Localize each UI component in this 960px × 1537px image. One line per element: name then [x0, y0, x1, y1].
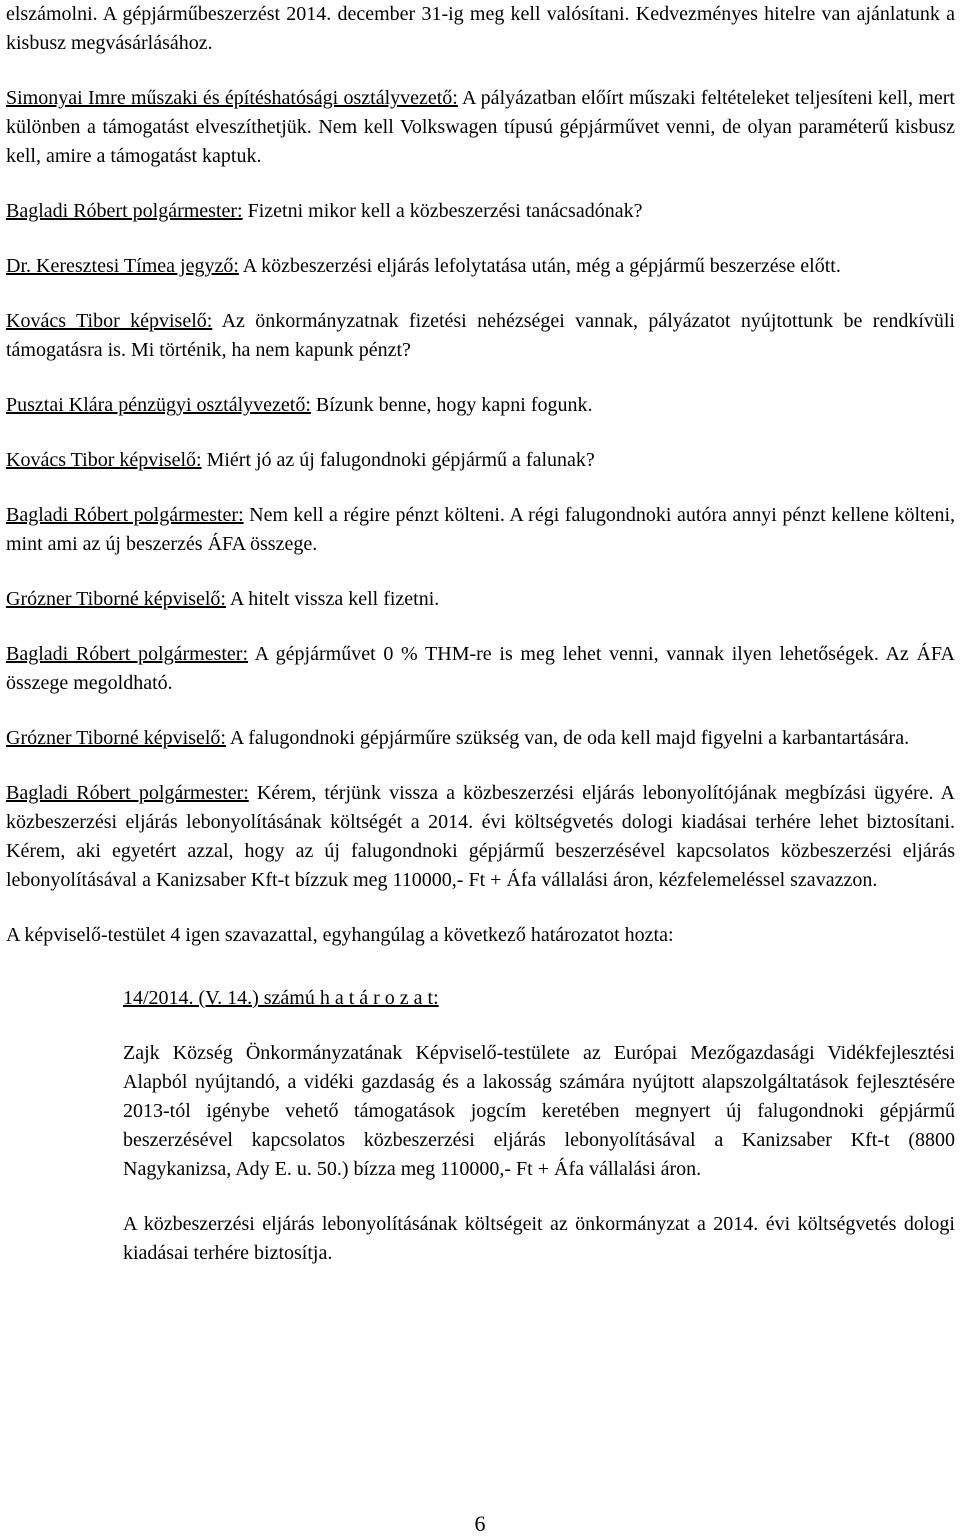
speaker-label: Bagladi Róbert polgármester: [6, 504, 244, 526]
speaker-label: Kovács Tibor képviselő: [6, 310, 213, 332]
document-page [6, 0, 955, 1268]
statement-text: Kérem, térjünk vissza a közbeszerzési eljárás lebonyolítójának megbízási ügyére. A közbeszerzési eljárás lebonyolításának költségét a 2014. évi költségvetés dologi kiadásai terhére lehet biztosítani. Kérem, aki egyetért azzal, hogy az új falugondnoki gépjármű beszerzésével kapcsolatos közbeszerzési eljárás lebonyolításával a Kanizsaber Kft-t bízzuk meg 110000,- Ft + Áfa vállalási áron, kézfelemeléssel szavazzon. [6, 782, 955, 891]
paragraph-bagladi-1 [6, 197, 955, 226]
paragraph-simonyai [6, 84, 955, 171]
statement-text: A közbeszerzési eljárás lefolytatása után, még a gépjármű beszerzése előtt. [238, 255, 841, 277]
statement-text: Az önkormányzatnak fizetési nehézségei vannak, pályázatot nyújtottunk be rendkívüli támogatásra is. Mi történik, ha nem kapunk pénzt? [6, 310, 955, 361]
resolution-cost: A közbeszerzési eljárás lebonyolításának költségeit az önkormányzat a 2014. évi költségvetés dologi kiadásai terhére biztosítja. [123, 1213, 955, 1264]
statement-text: Nem kell a régire pénzt költeni. A régi falugondnoki autóra annyi pénzt kellene költeni, mint ami az új beszerzés ÁFA összege. [6, 504, 955, 555]
page-number: 6 [474, 1511, 486, 1536]
resolution-body: Zajk Község Önkormányzatának Képviselő-testülete az Európai Mezőgazdasági Vidékfejlesztési Alapból nyújtandó, a vidéki gazdaság és a lakosság számára nyújtott alapszolgáltatások fejlesztésére 2013-tól igénybe vehető támogatások jogcím keretében megnyert új falugondnoki gépjármű beszerzésével kapcsolatos közbeszerzési eljárás lebonyolításával a Kanizsaber Kft-t (8800 Nagykanizsa, Ady E. u. 50.) bízza meg 110000,- Ft + Áfa vállalási áron. [123, 1042, 955, 1180]
paragraph-intro-continuation: elszámolni. A gépjárműbeszerzést 2014. december 31-ig meg kell valósítani. Kedvezményes hitelre van ajánlatunk a kisbusz megvásárlásához. [6, 3, 955, 54]
speaker-label: Pusztai Klára pénzügyi osztályvezető: [6, 394, 311, 416]
vote-result: A képviselő-testület 4 igen szavazattal, egyhangúlag a következő határozatot hozta: [6, 924, 674, 946]
speaker-label: Bagladi Róbert polgármester: [6, 643, 249, 665]
paragraph-bagladi-3 [6, 640, 955, 698]
speaker-label: Bagladi Róbert polgármester: [6, 200, 243, 222]
paragraph-kovacs-2 [6, 446, 955, 475]
speaker-label: Simonyai Imre műszaki és építéshatósági osztályvezető: [6, 87, 458, 109]
speaker-label: Dr. Keresztesi Tímea jegyző: [6, 255, 239, 277]
paragraph-grozner-2 [6, 724, 955, 753]
speaker-label: Grózner Tiborné képviselő: [6, 727, 226, 749]
statement-text: A gépjárművet 0 % THM-re is meg lehet venni, vannak ilyen lehetőségek. Az ÁFA összege megoldható. [6, 643, 955, 694]
paragraph-keresztesi [6, 252, 955, 281]
paragraph-kovacs-1 [6, 307, 955, 365]
paragraph-bagladi-2 [6, 501, 955, 559]
statement-text: Miért jó az új falugondnoki gépjármű a falunak? [201, 449, 595, 471]
resolution-heading: 14/2014. (V. 14.) számú h a t á r o z a t: [123, 987, 439, 1009]
paragraph-pusztai [6, 391, 955, 420]
statement-text: Bízunk benne, hogy kapni fogunk. [310, 394, 593, 416]
speaker-label: Grózner Tiborné képviselő: [6, 588, 226, 610]
statement-text: A hitelt vissza kell fizetni. [225, 588, 440, 610]
statement-text: A pályázatban előírt műszaki feltételeket teljesíteni kell, mert különben a támogatást elveszíthetjük. Nem kell Volkswagen típusú gépjárművet venni, de olyan paraméterű kisbusz kell, amire a támogatást kaptuk. [6, 87, 955, 167]
statement-text: Fizetni mikor kell a közbeszerzési tanácsadónak? [242, 200, 643, 222]
paragraph-grozner-1 [6, 585, 955, 614]
statement-text: A falugondnoki gépjárműre szükség van, de oda kell majd figyelni a karbantartására. [225, 727, 910, 749]
speaker-label: Kovács Tibor képviselő: [6, 449, 202, 471]
speaker-label: Bagladi Róbert polgármester: [6, 782, 249, 804]
paragraph-bagladi-4 [6, 779, 955, 895]
